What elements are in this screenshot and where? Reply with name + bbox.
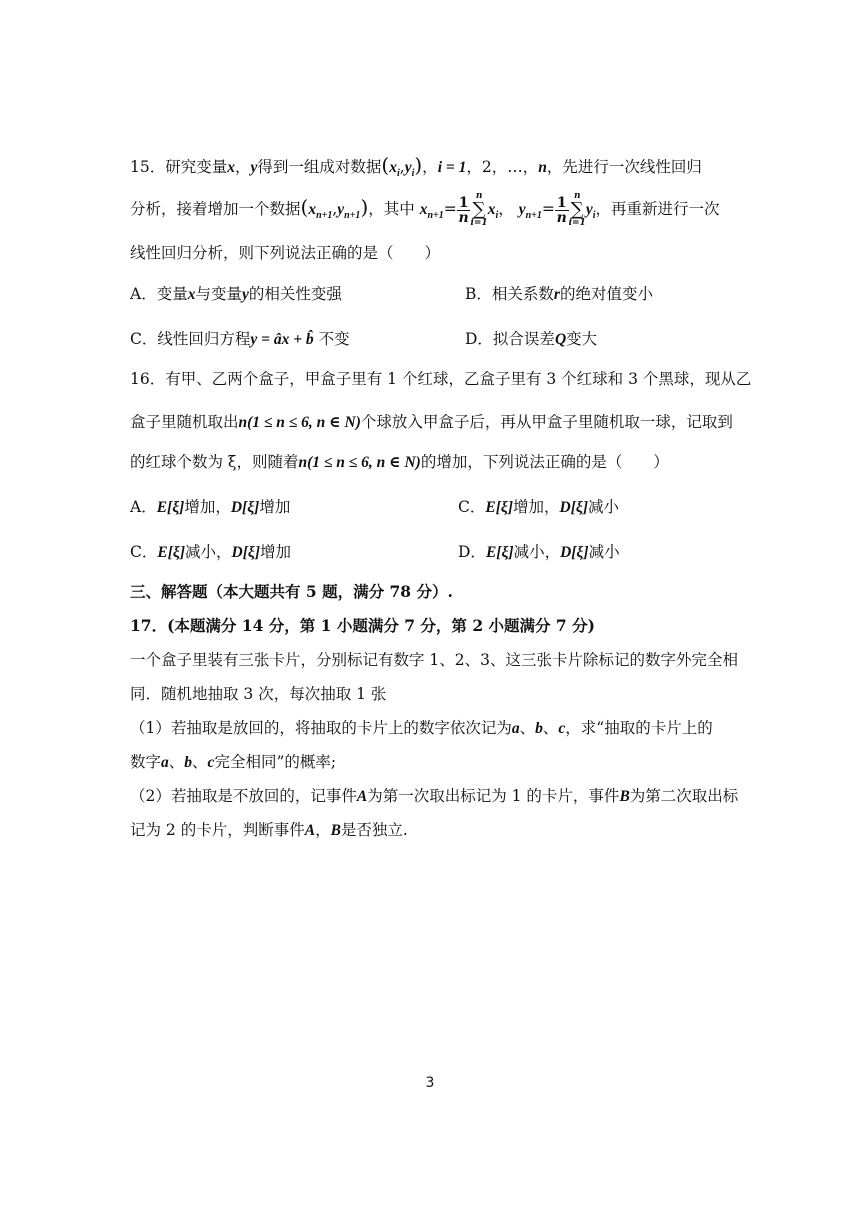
var-x: x xyxy=(308,201,317,218)
text: 不变 xyxy=(318,330,350,348)
expectation: E[ξ] xyxy=(485,499,513,516)
var-x: x xyxy=(487,201,496,218)
text: ，求“抽取的卡片上的 xyxy=(565,719,713,737)
var-a: a xyxy=(161,754,169,771)
q17-header: 17．(本题满分 14 分，第 1 小题满分 7 分，第 2 小题满分 7 分) xyxy=(130,616,595,635)
variance: D[ξ] xyxy=(559,499,588,516)
sum-bottom: i=1 xyxy=(568,218,586,228)
text: ， xyxy=(422,158,438,176)
var-x: x xyxy=(227,159,235,176)
condition-expression: n(1 ≤ n ≤ 6, n ∈ N) xyxy=(238,414,361,431)
var-x: x xyxy=(187,286,196,303)
summation xyxy=(470,192,487,228)
event-a: A xyxy=(304,822,316,839)
sub: i xyxy=(411,168,415,180)
sub: n+1 xyxy=(344,210,361,222)
text: D．拟合误差 xyxy=(465,330,555,348)
denominator: n xyxy=(556,209,567,226)
numerator: 1 xyxy=(458,194,469,211)
var-c: c xyxy=(558,720,566,737)
text: 增加 xyxy=(260,543,292,561)
q17-body-line2: 同．随机地抽取 3 次，每次抽取 1 张 xyxy=(130,685,387,703)
text: 数字 xyxy=(130,753,162,771)
text: ，再重新进行一次 xyxy=(595,200,720,218)
text: 是否独立. xyxy=(340,821,408,839)
q17-part2-line2 xyxy=(130,818,408,840)
q15-line2: 分析，接着增加一个数据$(x_{n+1},y_{n+1})$，其中 $x_{n+1}=$ $\frac{1}{n}$ n ∑ i=1 $x_i$， $y_{n+1}=$ $\frac{1}{n}$ n ∑ i=1 $y_i$，再重新进行一次 xyxy=(130,191,720,228)
text: D． xyxy=(458,543,486,561)
text: 为第一次取出标记为 1 的卡片，事件 xyxy=(367,787,620,805)
event-b: B xyxy=(619,788,630,805)
sum-top: n xyxy=(573,191,581,201)
index-eq: i = 1 xyxy=(437,159,467,176)
var-yi: y xyxy=(404,159,412,176)
sigma-icon: ∑ xyxy=(570,199,584,220)
sub: i xyxy=(495,210,499,222)
q16-line2 xyxy=(130,410,733,432)
text: （1）若抽取是放回的，将抽取的卡片上的数字依次记为 xyxy=(130,719,512,737)
var-y: y xyxy=(241,286,249,303)
sub: n+1 xyxy=(427,210,444,222)
paren: ( xyxy=(300,195,309,219)
q16-option-c xyxy=(130,540,291,562)
var-x: x xyxy=(419,201,428,218)
text: 、 xyxy=(542,719,559,737)
condition-expression: n(1 ≤ n ≤ 6, n ∈ N) xyxy=(298,454,421,471)
text: 的增加，下列说法正确的是（ ） xyxy=(420,453,669,471)
var-y: y xyxy=(337,201,345,218)
expectation: E[ξ] xyxy=(157,544,185,561)
text: 的相关性变强 xyxy=(248,285,342,303)
text: 盒子里随机取出 xyxy=(130,413,239,431)
text: 与变量 xyxy=(195,285,242,303)
q16-option-b xyxy=(458,495,619,517)
text: ，先进行一次线性回归 xyxy=(546,158,702,176)
text: 完全相同”的概率; xyxy=(214,753,337,771)
expectation: E[ξ] xyxy=(485,544,514,561)
sigma-icon: ∑ xyxy=(472,199,486,220)
text: 分析，接着增加一个数据 xyxy=(130,200,301,218)
q15-option-b xyxy=(465,282,653,304)
event-b: B xyxy=(330,822,341,839)
text: C． xyxy=(130,543,158,561)
q15-line1: 15．研究变量x，y得到一组成对数据$(x_i,y_i)$，i = 1，2，…，n，先进行一次线性回归 xyxy=(130,153,702,180)
text: 、 xyxy=(168,753,185,771)
var-r: r xyxy=(553,286,560,303)
text: ， xyxy=(234,158,251,176)
var-y: y xyxy=(585,201,593,218)
page-number: 3 xyxy=(425,1075,435,1091)
q15-option-c xyxy=(130,327,350,349)
text: 个球放入甲盒子后，再从甲盒子里随机取一球，记取到 xyxy=(360,413,733,431)
text: A．变量 xyxy=(130,285,188,303)
paren: ( xyxy=(381,153,390,177)
text: 、 xyxy=(192,753,208,771)
paren: ) xyxy=(360,195,369,219)
var-b: b xyxy=(184,754,193,771)
text: 变大 xyxy=(566,330,598,348)
fraction xyxy=(555,196,569,225)
q16-line3 xyxy=(130,450,669,472)
sub: i xyxy=(592,210,596,222)
var-q: Q xyxy=(554,331,567,348)
text: 15．研究变量 xyxy=(130,158,228,176)
text: 减小 xyxy=(588,498,620,516)
text: 减小 xyxy=(588,543,620,561)
text: ，2，…， xyxy=(466,158,539,176)
var-y: y xyxy=(518,201,526,218)
var-a: a xyxy=(511,720,520,737)
var-b: b xyxy=(535,720,543,737)
expectation: E[ξ] xyxy=(156,499,185,516)
text: 得到一组成对数据 xyxy=(257,158,382,176)
numerator: 1 xyxy=(556,194,567,211)
q17-body-line1: 一个盒子里装有三张卡片，分别标记有数字 1、2、3、这三张卡片除标记的数字外完全相 xyxy=(130,651,739,669)
text: C．线性回归方程 xyxy=(130,330,251,348)
denominator: n xyxy=(458,209,469,226)
text: （2）若抽取是不放回的，记事件 xyxy=(130,787,357,805)
q16-line1: 16．有甲、乙两个盒子，甲盒子里有 1 个红球，乙盒子里有 3 个红球和 3 个黑球，现从乙 xyxy=(130,370,752,388)
section-heading: 三、解答题（本大题共有 5 题，满分 78 分）. xyxy=(130,582,453,601)
var-c: c xyxy=(207,754,215,771)
q17-part1-line1 xyxy=(130,716,713,738)
sub: n+1 xyxy=(525,210,542,222)
q16-option-a xyxy=(130,495,290,517)
text: 为第二次取出标 xyxy=(629,787,739,805)
text: ， xyxy=(498,200,514,218)
text: B．相关系数 xyxy=(465,285,554,303)
sub: i xyxy=(396,168,400,180)
text: 的红球个数为 ξ，则随着 xyxy=(130,453,299,471)
variance: D[ξ] xyxy=(231,544,260,561)
var-n: n xyxy=(538,159,547,176)
text: 减小， xyxy=(513,543,561,561)
text: A． xyxy=(130,498,157,516)
sum-bottom: i=1 xyxy=(470,218,488,228)
regression-equation: y = âx + b̂ xyxy=(250,331,314,348)
event-a: A xyxy=(356,788,368,805)
q15-line3: 线性回归分析，则下列说法正确的是（ ） xyxy=(130,244,441,262)
text: 记为 2 的卡片，判断事件 xyxy=(130,821,305,839)
text: 增加， xyxy=(513,498,560,516)
variance: D[ξ] xyxy=(230,499,260,516)
text: ，其中 xyxy=(368,200,415,218)
text: 、 xyxy=(519,719,536,737)
text: 减小， xyxy=(185,543,232,561)
var-y: y xyxy=(250,159,258,176)
paren: ) xyxy=(414,153,423,177)
var-xi: x xyxy=(389,159,397,176)
q15-option-d xyxy=(465,327,597,349)
q17-part2-line1 xyxy=(130,784,738,806)
text: C． xyxy=(458,498,486,516)
q17-part1-line2 xyxy=(130,750,336,772)
text: ， xyxy=(315,821,331,839)
summation xyxy=(569,192,586,228)
text: 增加 xyxy=(259,498,291,516)
fraction xyxy=(457,196,471,225)
sub: n+1 xyxy=(316,210,333,222)
sum-top: n xyxy=(475,191,483,201)
text: 增加， xyxy=(184,498,231,516)
variance: D[ξ] xyxy=(560,544,589,561)
text: 的绝对值变小 xyxy=(559,285,653,303)
q15-option-a xyxy=(130,282,342,304)
q16-option-d xyxy=(458,540,620,562)
